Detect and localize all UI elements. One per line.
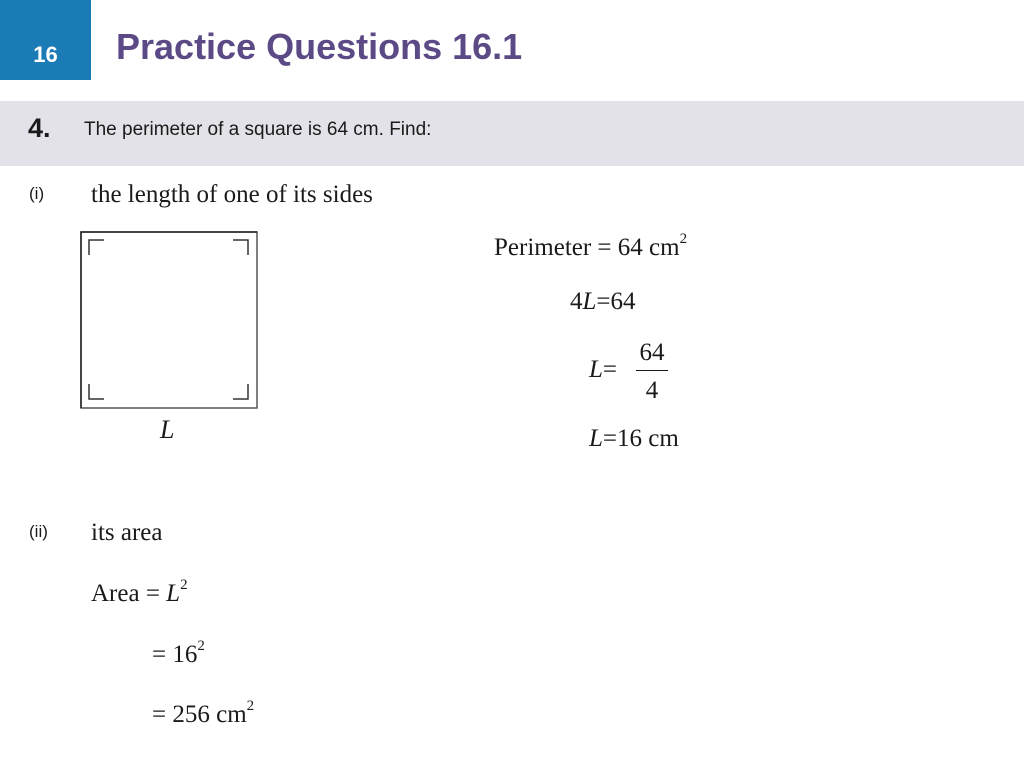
fraction-bar <box>636 370 668 371</box>
eq1-coefficient: 4 <box>570 288 583 315</box>
fraction-denominator: 4 <box>645 377 659 404</box>
page-title: Practice Questions 16.1 <box>116 26 523 67</box>
question-number: 4. <box>28 113 51 143</box>
area-line-3-text: = 256 cm <box>152 701 247 728</box>
part-i-prompt: the length of one of its sides <box>91 181 373 208</box>
perimeter-exponent: 2 <box>679 231 688 247</box>
part-ii-label: (ii) <box>29 522 48 541</box>
fraction-64-over-4 <box>636 338 668 406</box>
area-exponent-1: 2 <box>180 577 188 593</box>
eq1-variable: L <box>582 288 597 315</box>
equation-fraction-lhs <box>589 356 617 384</box>
chapter-number: 16 <box>33 42 58 67</box>
area-line-3 <box>152 698 255 729</box>
chapter-badge <box>0 0 91 80</box>
area-line-2 <box>152 638 205 669</box>
eq3-rhs: =16 cm <box>602 425 679 452</box>
eq1-rhs: =64 <box>596 288 636 315</box>
fraction-numerator: 64 <box>639 339 665 366</box>
area-text: Area = <box>91 580 167 607</box>
eq2-equals: = <box>602 356 618 383</box>
area-line-2-text: = 16 <box>152 641 198 668</box>
equation-4L <box>570 288 636 316</box>
question-text: The perimeter of a square is 64 cm. Find: <box>84 119 432 140</box>
area-variable: L <box>166 580 181 607</box>
equation-result <box>589 425 679 453</box>
area-exponent-2: 2 <box>197 638 205 654</box>
area-exponent-3: 2 <box>246 698 255 714</box>
side-length-label: L <box>160 415 175 444</box>
eq2-variable: L <box>589 356 603 383</box>
perimeter-equation <box>494 231 688 262</box>
part-i-label: (i) <box>29 184 45 203</box>
eq3-variable: L <box>589 425 603 452</box>
part-ii-prompt: its area <box>91 519 163 546</box>
area-line-1 <box>91 577 188 608</box>
square-figure <box>80 231 258 409</box>
perimeter-text: Perimeter = 64 cm <box>494 234 680 261</box>
